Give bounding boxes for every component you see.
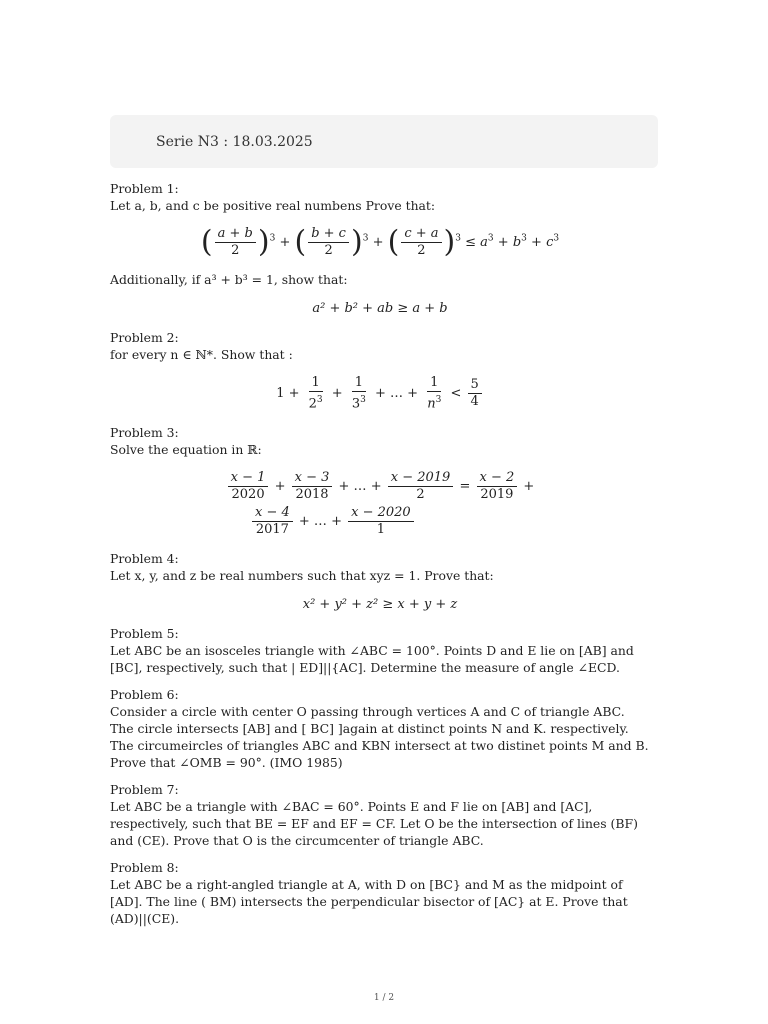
problem-text: Let a, b, and c be positive real numbens Prove that:: [110, 198, 436, 213]
problem-text: Let ABC be an isosceles triangle with ∠ABC = 100°. Points D and E lie on [AB] and [BC], respectively, such that | ED]||{AC]. Determine the measure of angle ∠ECD.: [110, 643, 634, 676]
problem-title: Problem 8:: [110, 860, 179, 876]
problem-title: Problem 3:: [110, 425, 179, 441]
problem-4: [110, 550, 650, 613]
problem-5: [110, 625, 650, 676]
problem-title: Problem 6:: [110, 687, 179, 703]
problem-6: [110, 686, 650, 771]
problem-title: Problem 4:: [110, 551, 179, 567]
page-number: 1 / 2: [373, 993, 395, 1003]
inequality-1: ( $\frac{a + b}{2}$ )$^3$ + ( $\frac{b + c}{2}$ )$^3$ + ( $\frac{c + a}{2}$ )$^3 \le a^3 + b^3 + c^3$: [200, 224, 560, 260]
problem-1: [110, 180, 650, 317]
problem-title: Problem 2:: [110, 330, 179, 345]
series-header: [110, 115, 658, 168]
problem-3: [110, 424, 650, 538]
problem-7: [110, 781, 650, 849]
problem-title: Problem 7:: [110, 782, 179, 798]
problem-text: Let x, y, and z be real numbers such that xyz = 1. Prove that:: [110, 568, 494, 584]
inequality-2: a² + b² + ab ≥ a + b: [312, 301, 448, 316]
problem-2: [110, 329, 650, 412]
problem-text: for every n ∈ ℕ*. Show that :: [110, 347, 293, 362]
problem-text-additional: Additionally, if a³ + b³ = 1, show that:: [110, 272, 348, 287]
inequality: x² + y² + z² ≥ x + y + z: [302, 597, 458, 613]
problem-text: Let ABC be a right-angled triangle at A, with D on [BC} and M as the midpoint of [AD]. The line ( BM) intersects the perpendicular bisector of [AC} at E. Prove that (AD)||(CE).: [110, 877, 628, 927]
problem-title: Problem 1:: [110, 181, 179, 196]
inequality-sum: 1 + $\frac{1}{2^3}$ + $\frac{1}{3^3}$ + … + $\frac{1}{n^3}$ < $\frac{5}{4}$: [110, 375, 650, 412]
problem-8: [110, 859, 650, 927]
series-title: Serie N3 : 18.03.2025: [156, 133, 313, 150]
problem-text: Consider a circle with center O passing through vertices A and C of triangle ABC. The circle intersects [AB] and [ BC] ]again at distinct points N and K. respectively. The circumeircles of triangles ABC and KBN intersect at two distinet points M and B. Prove that ∠OMB = 90°. (IMO 1985): [110, 704, 649, 771]
problem-title: Problem 5:: [110, 626, 179, 642]
problem-list: [110, 180, 650, 937]
problem-text: Let ABC be a triangle with ∠BAC = 60°. Points E and F lie on [AB] and [AC], respectively, such that BE = EF and EF = CF. Let O be the intersection of lines (BF) and (CE). Prove that O is the circumcenter of triangle ABC.: [110, 799, 638, 849]
problem-text: Solve the equation in ℝ:: [110, 442, 262, 458]
equation: $\frac{x - 1}{2020}$ + $\frac{x - 3}{2018}$ + … + $\frac{x - 2019}{2}$ = $\frac{x - 2}{2019}$ + $\frac{x - 4}{2017}$ + … + $\frac{x - 2020}{1}$: [110, 470, 650, 538]
